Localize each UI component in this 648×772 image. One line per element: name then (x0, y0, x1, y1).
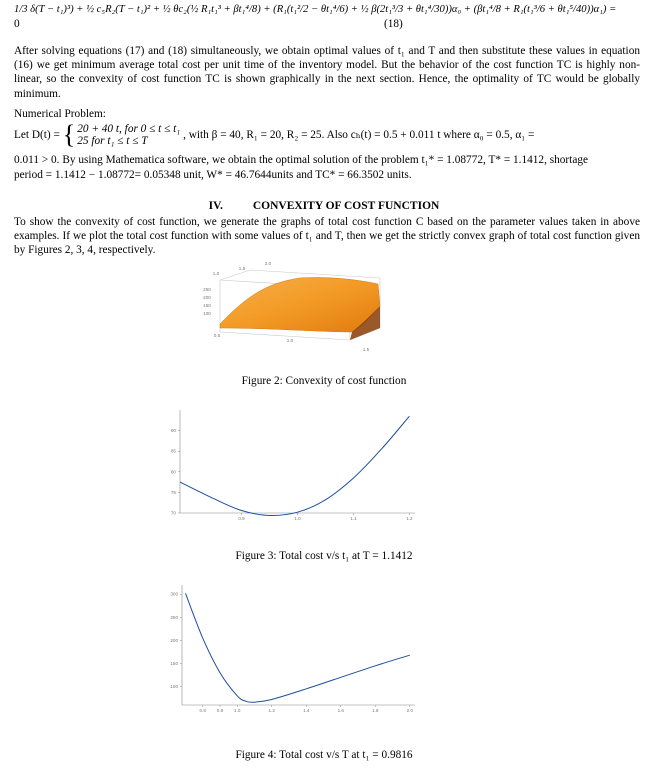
figure-3-caption: Figure 3: Total cost v/s t₁ at T = 1.1412 (235, 550, 413, 562)
numerical-problem-heading: Numerical Problem: (14, 108, 106, 120)
x-tick-label: 0.9 (238, 516, 245, 520)
section-title: CONVEXITY OF COST FUNCTION (252, 200, 440, 212)
equation-18-line: 1/3 δ(T − t₁)³) + ½ c₅R₂(T − t₁)² + ½ θc₂(½ R₁t₁³ + βt₁⁴/8) + (R₁(t₁²/2 − θt₁⁴/6) + ½ β(2t₁³/3 + θt₁⁴/30))α₀ + (βt₁⁴/8 + R₁(t₁³/6 + θt₁⁵/40))α₁) = (14, 4, 617, 15)
demand-case-1: 20 + 40 t, for 0 ≤ t ≤ t₁ (77, 123, 181, 135)
series-line (180, 416, 409, 515)
x-tick-label: 1.2 (268, 708, 275, 713)
x-tick-label: 1.1 (350, 516, 357, 520)
y-tick-label: 75 (170, 489, 176, 495)
figure-2-surface-chart (190, 258, 390, 358)
x-tick-label: 1.8 (372, 708, 379, 713)
equation-number: (18) (384, 18, 403, 30)
demand-cases: { 20 + 40 t, for 0 ≤ t ≤ t₁ 25 for t₁ ≤ t ≤ T (62, 120, 181, 149)
series-line (186, 593, 410, 702)
equation-zero: 0 (14, 18, 20, 30)
x-tick-label: 1.0 (294, 516, 301, 520)
y-tick-label: 70 (170, 510, 176, 516)
x-tick-label: 0.9 (216, 708, 224, 713)
problem-statement (14, 120, 640, 149)
y-tick-label: 300 (170, 591, 178, 597)
x-tick-label: 0.8 (199, 708, 206, 713)
paragraph-optimal-values: After solving equations (17) and (18) simultaneously, we obtain optimal values of t₁ and T and then substitute these values in equation (16) we get minimum average total cost per unit time of the inventory model. But the behavior of the cost function TC is highly non-linear, so the convexity of cost function TC is shown graphically in the next section. Hence, the optimality of TC would be globally minimum. (14, 45, 640, 100)
fig2-top-tick-label: 2.0 (264, 261, 272, 266)
y-tick-label: 85 (170, 448, 176, 454)
y-tick-label: 80 (170, 469, 176, 475)
fig2-front-tick-label: 1.5 (362, 347, 370, 352)
fig2-front-tick-label: 0.5 (213, 333, 221, 338)
problem-line-2: 0.011 > 0. By using Mathematica software, we obtain the optimal solution of the problem t₁* = 1.08772, T* = 1.1412, shortage (14, 154, 589, 166)
x-tick-label: 1.4 (303, 708, 310, 713)
fig2-top-tick-label: 1.0 (212, 271, 220, 276)
y-tick-label: 250 (170, 614, 178, 620)
section-number: IV. (208, 200, 223, 212)
figure-4-caption: Figure 4: Total cost v/s T at t₁ = 0.9816 (235, 749, 413, 761)
problem-parameters: , with β = 40, R₁ = 20, R₂ = 25. Also cₕ(t) = 0.5 + 0.011 t where α₀ = 0.5, α₁ = (183, 129, 535, 142)
section-heading (0, 199, 648, 213)
fig2-front-tick-label: 1.0 (286, 338, 294, 343)
fig2-z-tick-label: 100 (203, 311, 211, 316)
figure-2-caption: Figure 2: Convexity of cost function (241, 375, 407, 387)
problem-line-3: period = 1.1412 − 1.08772= 0.05348 unit, W* = 46.7644units and TC* = 66.3502 units. (14, 169, 412, 181)
x-tick-label: 1.0 (234, 708, 241, 713)
demand-case-2: 25 for t₁ ≤ t ≤ T (77, 135, 148, 147)
x-tick-label: 1.2 (406, 516, 413, 520)
problem-lead: Let D(t) = (14, 129, 63, 142)
figure-4-line-chart (160, 580, 420, 720)
y-tick-label: 200 (170, 637, 178, 643)
y-tick-label: 150 (170, 660, 178, 666)
fig2-top-tick-label: 1.5 (238, 266, 246, 271)
fig2-z-tick-label: 200 (203, 295, 211, 300)
y-tick-label: 100 (170, 684, 178, 690)
fig2-z-tick-label: 150 (203, 303, 211, 308)
x-tick-label: 1.6 (337, 708, 344, 713)
fig2-z-tick-label: 250 (203, 287, 211, 292)
x-tick-label: 2.0 (406, 708, 414, 713)
figure-3-line-chart (160, 405, 420, 520)
y-tick-label: 90 (170, 428, 176, 434)
paragraph-convexity: To show the convexity of cost function, we generate the graphs of total cost function C based on the parameter values taken in above examples. If we plot the total cost function with some values of t₁ and T, then we get the strictly convex graph of total cost function given by Figures 2, 3, 4, respectively. (14, 216, 640, 257)
